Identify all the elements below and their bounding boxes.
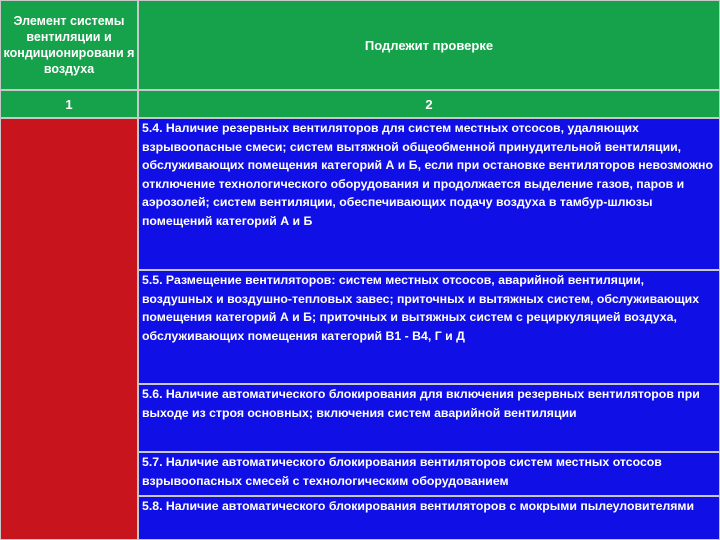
header-check-label: Подлежит проверке — [364, 37, 494, 53]
column-number-2 — [138, 90, 720, 118]
column-number-1-label: 1 — [65, 96, 73, 112]
row-text-5-8: 5.8. Наличие автоматического блокирования вентиляторов с мокрыми пылеуловителями — [142, 499, 695, 513]
table-row — [138, 496, 720, 540]
header-element-label: Элемент системы вентиляции и кондиционировани я воздуха — [3, 14, 135, 76]
column-number-2-label: 2 — [425, 96, 433, 112]
table-row — [138, 270, 720, 384]
header-element-cell — [0, 0, 138, 90]
element-column-cell — [0, 118, 138, 540]
header-check-cell — [138, 0, 720, 90]
column-number-1 — [0, 90, 138, 118]
table-row — [138, 452, 720, 496]
row-text-5-4: 5.4. Наличие резервных вентиляторов для систем местных отсосов, удаляющих взрывоопасные смеси; систем вытяжной общеобменной принудительной вентиляции, обслуживающих помещения категорий А и Б, если при остановке вентиляторов невозможно отключение технологического оборудования и продолжается выделение газов, паров и аэрозолей; систем вентиляции, обеспечивающих подачу воздуха в тамбур-шлюзы помещений категорий А и Б — [142, 121, 713, 228]
row-text-5-5: 5.5. Размещение вентиляторов: систем местных отсосов, аварийной вентиляции, воздушных и воздушно-тепловых завес; приточных и вытяжных систем, обслуживающих помещения категорий А и Б; приточных и вытяжных систем с рециркуляцией воздуха, обслуживающих помещения категорий В1 - В4, Г и Д — [142, 273, 700, 343]
row-text-5-6: 5.6. Наличие автоматического блокирования для включения резервных вентиляторов при выходе из строя основных; включения систем аварийной вентиляции — [142, 387, 700, 420]
table-row — [138, 384, 720, 452]
row-text-5-7: 5.7. Наличие автоматического блокирования вентиляторов систем местных отсосов взрывоопасных смесей с технологическим оборудованием — [142, 455, 662, 488]
table-row — [138, 118, 720, 270]
